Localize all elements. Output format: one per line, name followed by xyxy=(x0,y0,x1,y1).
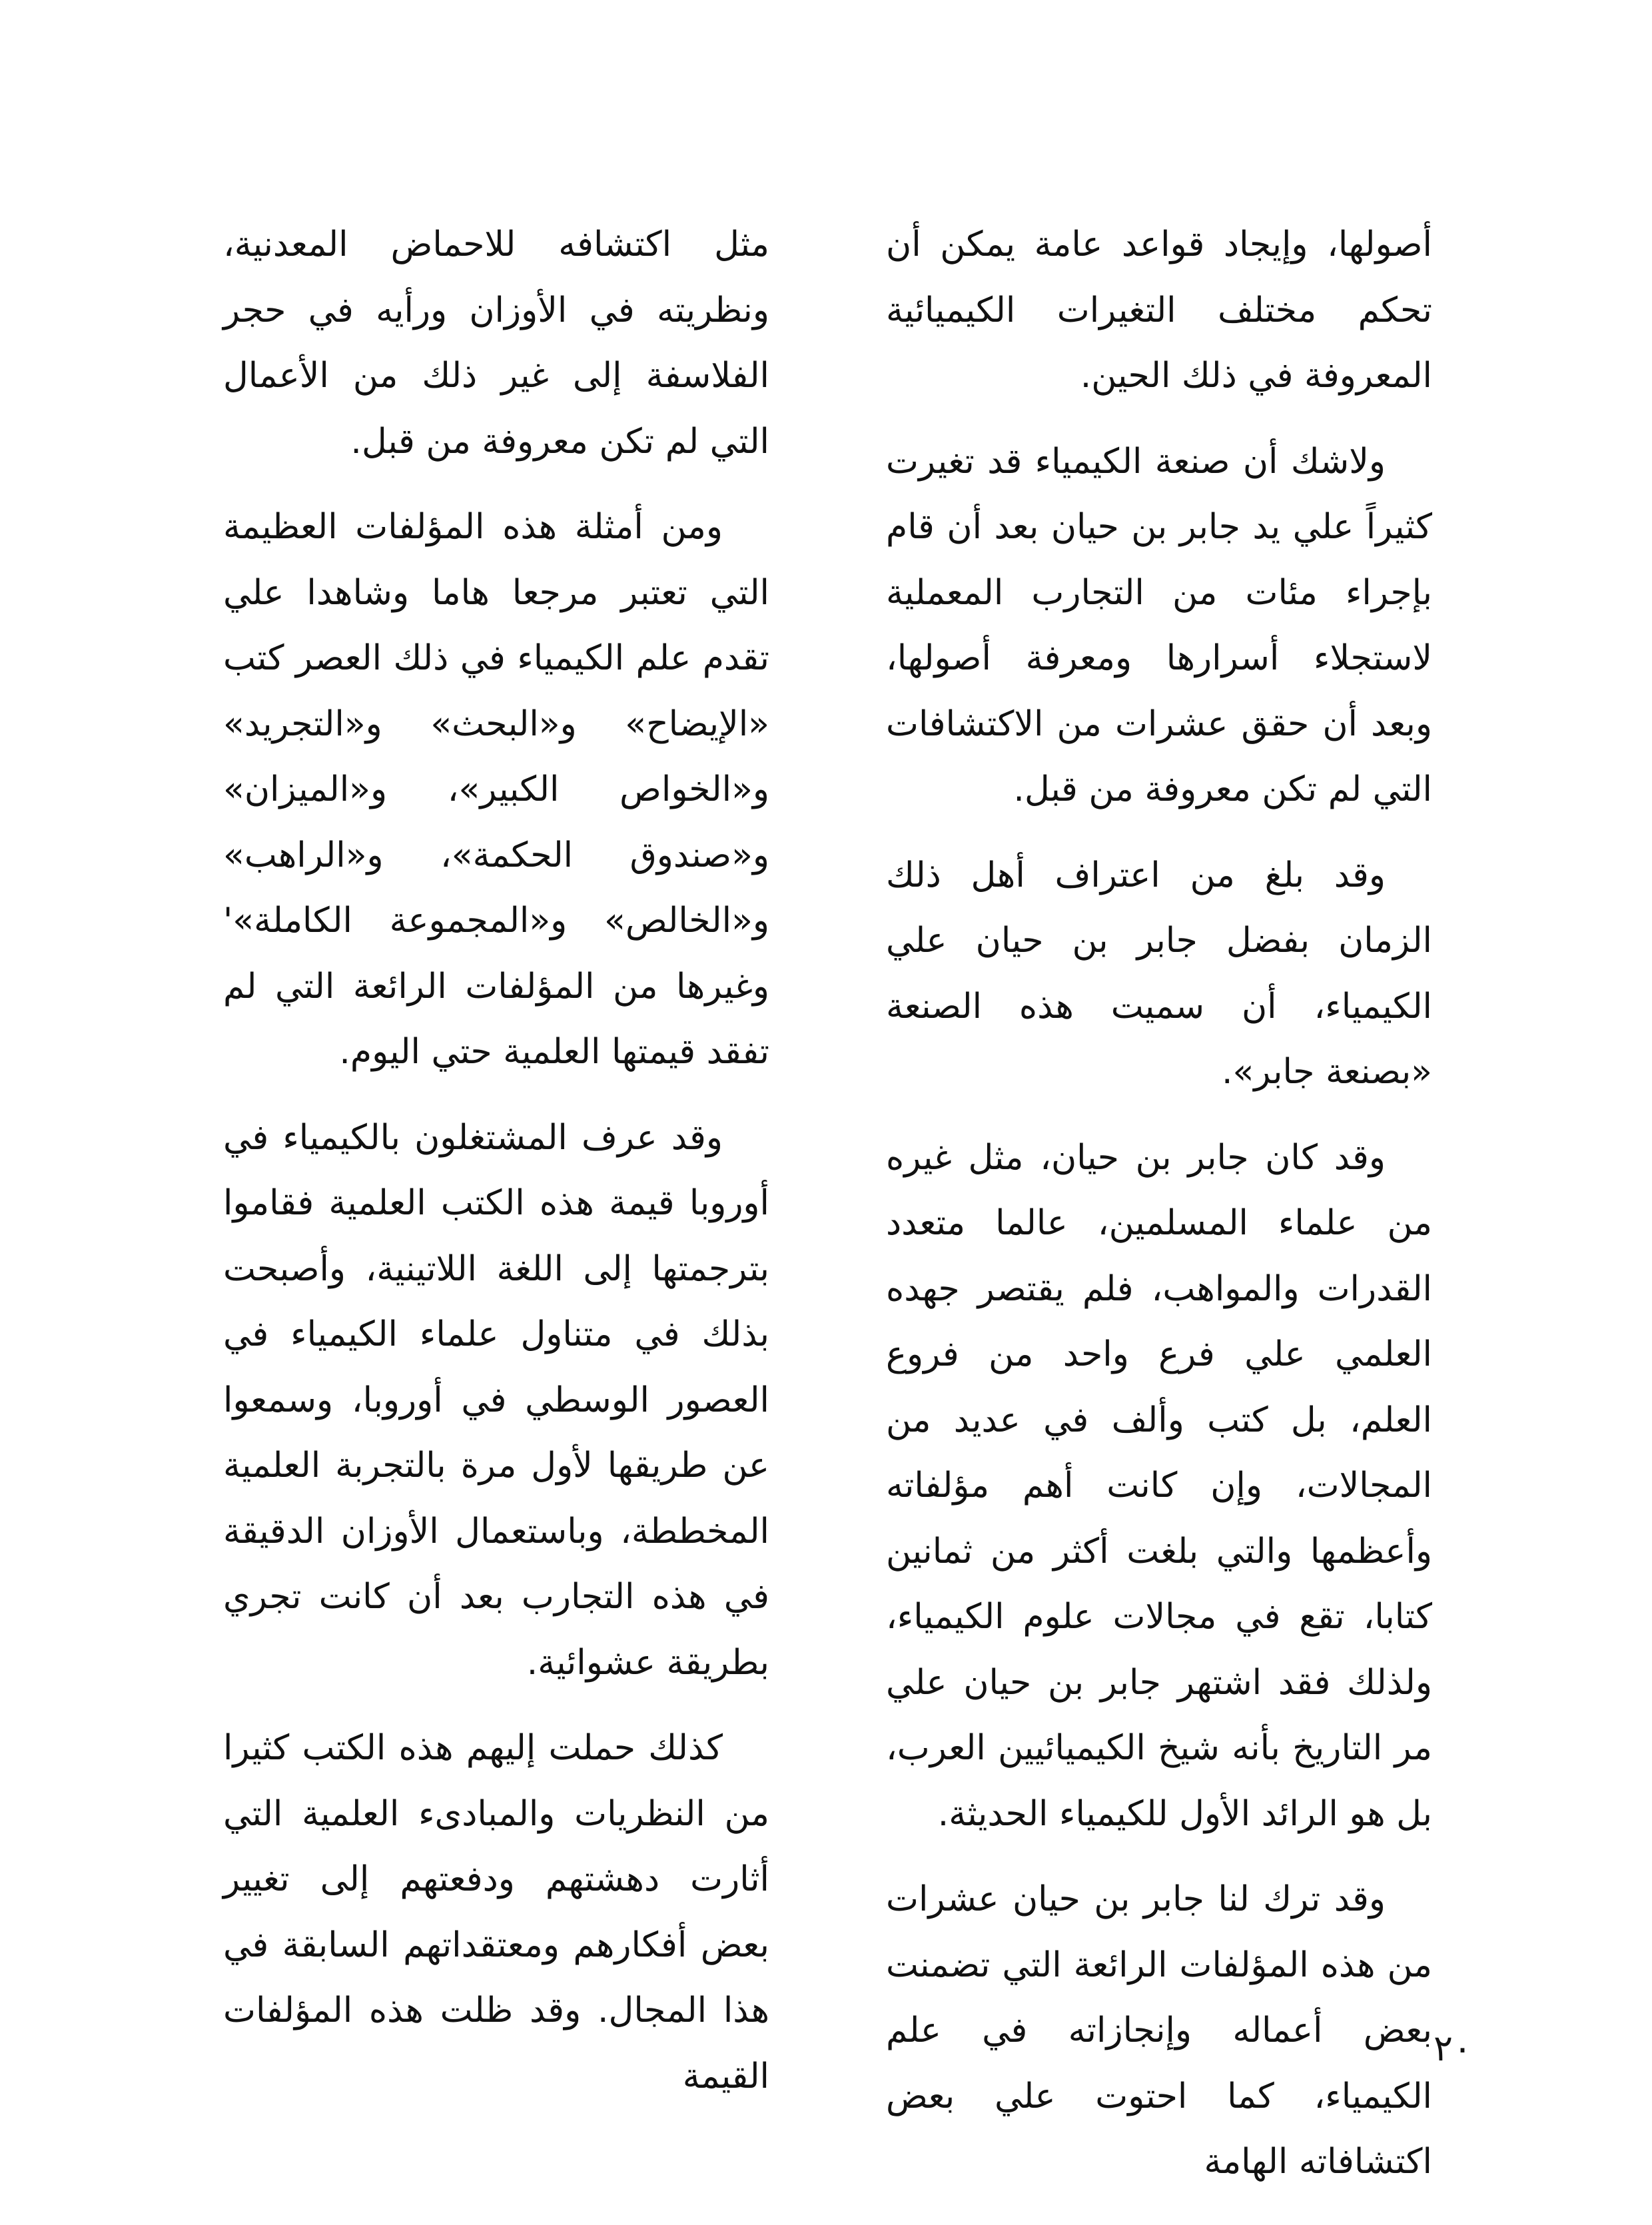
paragraph: ولاشك أن صنعة الكيمياء قد تغيرت كثيراً علي يد جابر بن حيان بعد أن قام بإجراء مئات من التجارب المعملية لاستجلاء أسرارها ومعرفة أصولها، وبعد أن حقق عشرات من الاكتشافات التي لم تكن معروفة من قبل. xyxy=(886,441,1432,809)
left-text-column xyxy=(223,212,769,2129)
paragraph: وقد كان جابر بن حيان، مثل غيره من علماء المسلمين، عالما متعدد القدرات والمواهب، فلم يقتصر جهده العلمي علي فرع واحد من فروع العلم، بل كتب وألف في عديد من المجالات، وإن كانت أهم مؤلفاته وأعظمها والتي بلغت أكثر من ثمانين كتابا، تقع في مجالات علوم الكيمياء، ولذلك فقد اشتهر جابر بن حيان علي مر التاريخ بأنه شيخ الكيميائيين العرب، بل هو الرائد الأول للكيمياء الحديثة. xyxy=(886,1137,1432,1834)
right-text-column xyxy=(886,212,1432,2215)
paragraph: كذلك حملت إليهم هذه الكتب كثيرا من النظريات والمبادىء العلمية التي أثارت دهشتهم ودفعتهم إلى تغيير بعض أفكارهم ومعتقداتهم السابقة في هذا المجال. وقد ظلت هذه المؤلفات القيمة xyxy=(223,1728,769,2096)
paragraph: مثل اكتشافه للاحماض المعدنية، ونظريته في الأوزان ورأيه في حجر الفلاسفة إلى غير ذلك من الأعمال التي لم تكن معروفة من قبل. xyxy=(223,224,769,462)
paragraph: وقد بلغ من اعتراف أهل ذلك الزمان بفضل جابر بن حيان علي الكيمياء، أن سميت هذه الصنعة «بصنعة جابر». xyxy=(886,855,1432,1092)
paragraph: ومن أمثلة هذه المؤلفات العظيمة التي تعتبر مرجعا هاما وشاهدا علي تقدم علم الكيمياء في ذلك العصر كتب «الإيضاح» و«البحث» و«التجريد» و«الخواص الكبير»، و«الميزان» و«صندوق الحكمة»، و«الراهب» و«الخالص» و«المجموعة الكاملة»' وغيرها من المؤلفات الرائعة التي لم تفقد قيمتها العلمية حتي اليوم. xyxy=(223,507,769,1072)
paragraph: وقد عرف المشتغلون بالكيمياء في أوروبا قيمة هذه الكتب العلمية فقاموا بترجمتها إلى اللغة اللاتينية، وأصبحت بذلك في متناول علماء الكيمياء في العصور الوسطي في أوروبا، وسمعوا عن طريقها لأول مرة بالتجربة العلمية المخططة، وباستعمال الأوزان الدقيقة في هذه التجارب بعد أن كانت تجري بطريقة عشوائية. xyxy=(223,1117,769,1683)
page-number: ٢٠ xyxy=(1433,2027,1472,2069)
paragraph: أصولها، وإيجاد قواعد عامة يمكن أن تحكم مختلف التغيرات الكيميائية المعروفة في ذلك الحين. xyxy=(886,224,1432,396)
paragraph: وقد ترك لنا جابر بن حيان عشرات من هذه المؤلفات الرائعة التي تضمنت بعض أعماله وإنجازاته في علم الكيمياء، كما احتوت علي بعض اكتشافاته الهامة xyxy=(886,1879,1432,2182)
